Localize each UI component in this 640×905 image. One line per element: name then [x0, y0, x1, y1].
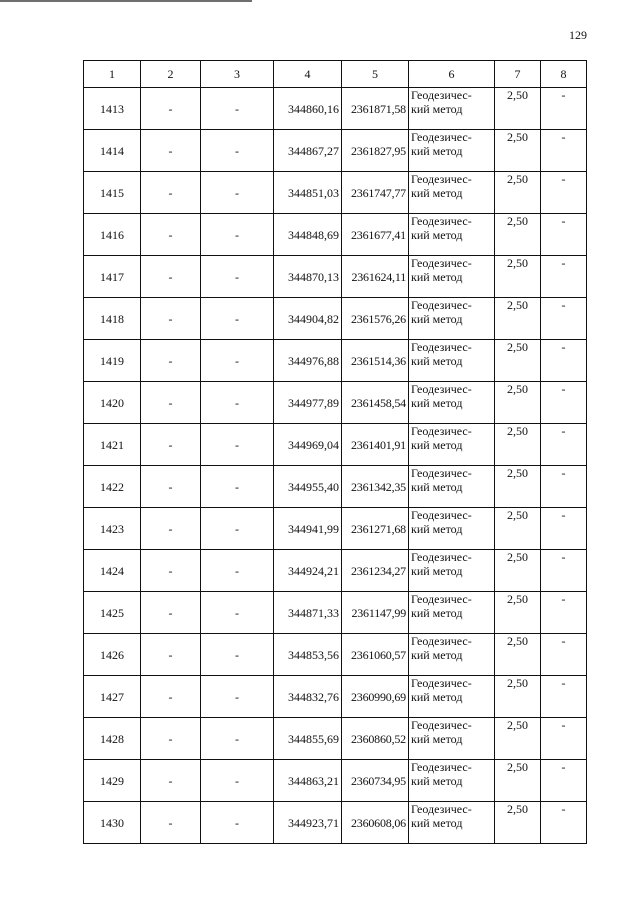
- method-line-2: кий метод: [411, 564, 463, 578]
- col-8-cell: -: [541, 256, 587, 298]
- y-coordinate-cell: 2360608,06: [342, 802, 409, 844]
- col-2-cell: -: [141, 592, 201, 634]
- method-line-2: кий метод: [411, 522, 463, 536]
- method-line-2: кий метод: [411, 186, 463, 200]
- table-row: [84, 550, 587, 592]
- method-line-1: Геодезичес-: [411, 424, 472, 438]
- x-coordinate-cell: 344924,21: [274, 550, 342, 592]
- col-2-cell: -: [141, 382, 201, 424]
- header-col-2: 2: [141, 61, 201, 88]
- table-row: [84, 676, 587, 718]
- method-line-2: кий метод: [411, 396, 463, 410]
- x-coordinate-cell: 344977,89: [274, 382, 342, 424]
- point-number-cell: 1418: [84, 298, 141, 340]
- col-3-cell: -: [201, 130, 274, 172]
- col-2-cell: -: [141, 340, 201, 382]
- table-row: [84, 340, 587, 382]
- method-line-2: кий метод: [411, 732, 463, 746]
- table-header: [84, 61, 587, 88]
- y-coordinate-cell: 2361458,54: [342, 382, 409, 424]
- col-8-cell: -: [541, 214, 587, 256]
- table-row: [84, 256, 587, 298]
- accuracy-cell: 2,50: [495, 130, 541, 172]
- method-line-1: Геодезичес-: [411, 634, 472, 648]
- col-8-cell: -: [541, 172, 587, 214]
- method-line-2: кий метод: [411, 354, 463, 368]
- header-col-5: 5: [342, 61, 409, 88]
- point-number-cell: 1419: [84, 340, 141, 382]
- accuracy-cell: 2,50: [495, 256, 541, 298]
- col-8-cell: -: [541, 760, 587, 802]
- table-row: [84, 718, 587, 760]
- col-2-cell: -: [141, 256, 201, 298]
- method-line-1: Геодезичес-: [411, 172, 472, 186]
- x-coordinate-cell: 344955,40: [274, 466, 342, 508]
- method-line-1: Геодезичес-: [411, 130, 472, 144]
- method-cell: [409, 382, 495, 424]
- y-coordinate-cell: 2361576,26: [342, 298, 409, 340]
- point-number-cell: 1420: [84, 382, 141, 424]
- col-2-cell: -: [141, 298, 201, 340]
- y-coordinate-cell: 2361624,11: [342, 256, 409, 298]
- col-8-cell: -: [541, 508, 587, 550]
- y-coordinate-cell: 2361677,41: [342, 214, 409, 256]
- header-col-8: 8: [541, 61, 587, 88]
- col-3-cell: -: [201, 340, 274, 382]
- y-coordinate-cell: 2361147,99: [342, 592, 409, 634]
- col-8-cell: -: [541, 634, 587, 676]
- method-line-1: Геодезичес-: [411, 382, 472, 396]
- point-number-cell: 1413: [84, 88, 141, 130]
- col-3-cell: -: [201, 634, 274, 676]
- method-cell: [409, 340, 495, 382]
- method-line-1: Геодезичес-: [411, 340, 472, 354]
- col-2-cell: -: [141, 802, 201, 844]
- point-number-cell: 1421: [84, 424, 141, 466]
- col-3-cell: -: [201, 802, 274, 844]
- method-cell: [409, 130, 495, 172]
- table-row: [84, 802, 587, 844]
- point-number-cell: 1428: [84, 718, 141, 760]
- table-row: [84, 298, 587, 340]
- table-row: [84, 760, 587, 802]
- col-2-cell: -: [141, 718, 201, 760]
- accuracy-cell: 2,50: [495, 424, 541, 466]
- accuracy-cell: 2,50: [495, 466, 541, 508]
- method-line-1: Геодезичес-: [411, 88, 472, 102]
- page-number: 129: [569, 28, 587, 42]
- method-line-2: кий метод: [411, 312, 463, 326]
- point-number-cell: 1416: [84, 214, 141, 256]
- table-row: [84, 508, 587, 550]
- point-number-cell: 1425: [84, 592, 141, 634]
- col-3-cell: -: [201, 424, 274, 466]
- point-number-cell: 1423: [84, 508, 141, 550]
- scan-edge-line: [0, 0, 252, 2]
- col-3-cell: -: [201, 172, 274, 214]
- method-line-2: кий метод: [411, 270, 463, 284]
- col-8-cell: -: [541, 550, 587, 592]
- y-coordinate-cell: 2361827,95: [342, 130, 409, 172]
- y-coordinate-cell: 2360860,52: [342, 718, 409, 760]
- accuracy-cell: 2,50: [495, 298, 541, 340]
- method-line-1: Геодезичес-: [411, 550, 472, 564]
- method-cell: [409, 802, 495, 844]
- y-coordinate-cell: 2360734,95: [342, 760, 409, 802]
- method-line-1: Геодезичес-: [411, 760, 472, 774]
- accuracy-cell: 2,50: [495, 634, 541, 676]
- col-8-cell: -: [541, 466, 587, 508]
- table-row: [84, 130, 587, 172]
- method-cell: [409, 718, 495, 760]
- col-2-cell: -: [141, 508, 201, 550]
- table-row: [84, 214, 587, 256]
- col-8-cell: -: [541, 424, 587, 466]
- accuracy-cell: 2,50: [495, 382, 541, 424]
- point-number-cell: 1422: [84, 466, 141, 508]
- accuracy-cell: 2,50: [495, 718, 541, 760]
- x-coordinate-cell: 344871,33: [274, 592, 342, 634]
- col-3-cell: -: [201, 508, 274, 550]
- header-col-4: 4: [274, 61, 342, 88]
- method-line-1: Геодезичес-: [411, 802, 472, 816]
- table-row: [84, 466, 587, 508]
- x-coordinate-cell: 344853,56: [274, 634, 342, 676]
- col-2-cell: -: [141, 130, 201, 172]
- method-cell: [409, 88, 495, 130]
- x-coordinate-cell: 344941,99: [274, 508, 342, 550]
- table-body: [84, 88, 587, 844]
- method-cell: [409, 634, 495, 676]
- col-3-cell: -: [201, 466, 274, 508]
- method-line-2: кий метод: [411, 438, 463, 452]
- col-3-cell: -: [201, 382, 274, 424]
- col-3-cell: -: [201, 256, 274, 298]
- method-cell: [409, 424, 495, 466]
- method-line-2: кий метод: [411, 648, 463, 662]
- col-2-cell: -: [141, 88, 201, 130]
- method-cell: [409, 592, 495, 634]
- x-coordinate-cell: 344860,16: [274, 88, 342, 130]
- method-cell: [409, 676, 495, 718]
- method-line-2: кий метод: [411, 606, 463, 620]
- method-cell: [409, 298, 495, 340]
- method-line-2: кий метод: [411, 144, 463, 158]
- point-number-cell: 1427: [84, 676, 141, 718]
- header-col-3: 3: [201, 61, 274, 88]
- accuracy-cell: 2,50: [495, 676, 541, 718]
- x-coordinate-cell: 344867,27: [274, 130, 342, 172]
- accuracy-cell: 2,50: [495, 760, 541, 802]
- col-3-cell: -: [201, 550, 274, 592]
- method-cell: [409, 550, 495, 592]
- col-8-cell: -: [541, 382, 587, 424]
- method-line-2: кий метод: [411, 774, 463, 788]
- x-coordinate-cell: 344870,13: [274, 256, 342, 298]
- col-3-cell: -: [201, 718, 274, 760]
- method-cell: [409, 256, 495, 298]
- y-coordinate-cell: 2360990,69: [342, 676, 409, 718]
- table-row: [84, 382, 587, 424]
- method-line-1: Геодезичес-: [411, 256, 472, 270]
- x-coordinate-cell: 344923,71: [274, 802, 342, 844]
- point-number-cell: 1426: [84, 634, 141, 676]
- method-line-1: Геодезичес-: [411, 298, 472, 312]
- method-cell: [409, 214, 495, 256]
- table-row: [84, 592, 587, 634]
- method-cell: [409, 508, 495, 550]
- point-number-cell: 1415: [84, 172, 141, 214]
- col-8-cell: -: [541, 298, 587, 340]
- y-coordinate-cell: 2361234,27: [342, 550, 409, 592]
- y-coordinate-cell: 2361060,57: [342, 634, 409, 676]
- method-cell: [409, 760, 495, 802]
- col-2-cell: -: [141, 760, 201, 802]
- header-row: [84, 61, 587, 88]
- y-coordinate-cell: 2361747,77: [342, 172, 409, 214]
- point-number-cell: 1429: [84, 760, 141, 802]
- table-row: [84, 424, 587, 466]
- x-coordinate-cell: 344855,69: [274, 718, 342, 760]
- table-row: [84, 88, 587, 130]
- method-line-1: Геодезичес-: [411, 592, 472, 606]
- method-line-2: кий метод: [411, 690, 463, 704]
- col-8-cell: -: [541, 676, 587, 718]
- accuracy-cell: 2,50: [495, 592, 541, 634]
- point-number-cell: 1414: [84, 130, 141, 172]
- x-coordinate-cell: 344976,88: [274, 340, 342, 382]
- table-row: [84, 172, 587, 214]
- coordinates-table: [83, 60, 587, 844]
- method-line-2: кий метод: [411, 228, 463, 242]
- col-2-cell: -: [141, 676, 201, 718]
- accuracy-cell: 2,50: [495, 340, 541, 382]
- col-8-cell: -: [541, 340, 587, 382]
- y-coordinate-cell: 2361271,68: [342, 508, 409, 550]
- x-coordinate-cell: 344904,82: [274, 298, 342, 340]
- accuracy-cell: 2,50: [495, 802, 541, 844]
- col-3-cell: -: [201, 88, 274, 130]
- col-8-cell: -: [541, 802, 587, 844]
- y-coordinate-cell: 2361514,36: [342, 340, 409, 382]
- y-coordinate-cell: 2361401,91: [342, 424, 409, 466]
- x-coordinate-cell: 344863,21: [274, 760, 342, 802]
- header-col-7: 7: [495, 61, 541, 88]
- header-col-6: 6: [409, 61, 495, 88]
- x-coordinate-cell: 344969,04: [274, 424, 342, 466]
- method-line-2: кий метод: [411, 816, 463, 830]
- col-3-cell: -: [201, 298, 274, 340]
- accuracy-cell: 2,50: [495, 172, 541, 214]
- col-2-cell: -: [141, 424, 201, 466]
- method-line-1: Геодезичес-: [411, 508, 472, 522]
- point-number-cell: 1424: [84, 550, 141, 592]
- col-8-cell: -: [541, 88, 587, 130]
- col-8-cell: -: [541, 130, 587, 172]
- col-2-cell: -: [141, 214, 201, 256]
- method-line-1: Геодезичес-: [411, 466, 472, 480]
- method-line-2: кий метод: [411, 480, 463, 494]
- method-line-1: Геодезичес-: [411, 718, 472, 732]
- point-number-cell: 1417: [84, 256, 141, 298]
- method-line-1: Геодезичес-: [411, 214, 472, 228]
- col-3-cell: -: [201, 592, 274, 634]
- accuracy-cell: 2,50: [495, 88, 541, 130]
- point-number-cell: 1430: [84, 802, 141, 844]
- col-2-cell: -: [141, 172, 201, 214]
- col-8-cell: -: [541, 592, 587, 634]
- method-line-1: Геодезичес-: [411, 676, 472, 690]
- method-cell: [409, 172, 495, 214]
- y-coordinate-cell: 2361342,35: [342, 466, 409, 508]
- col-2-cell: -: [141, 550, 201, 592]
- col-2-cell: -: [141, 634, 201, 676]
- accuracy-cell: 2,50: [495, 550, 541, 592]
- table-row: [84, 634, 587, 676]
- col-3-cell: -: [201, 676, 274, 718]
- accuracy-cell: 2,50: [495, 508, 541, 550]
- col-3-cell: -: [201, 760, 274, 802]
- header-col-1: 1: [84, 61, 141, 88]
- x-coordinate-cell: 344851,03: [274, 172, 342, 214]
- accuracy-cell: 2,50: [495, 214, 541, 256]
- x-coordinate-cell: 344848,69: [274, 214, 342, 256]
- x-coordinate-cell: 344832,76: [274, 676, 342, 718]
- col-2-cell: -: [141, 466, 201, 508]
- col-8-cell: -: [541, 718, 587, 760]
- y-coordinate-cell: 2361871,58: [342, 88, 409, 130]
- method-cell: [409, 466, 495, 508]
- col-3-cell: -: [201, 214, 274, 256]
- method-line-2: кий метод: [411, 102, 463, 116]
